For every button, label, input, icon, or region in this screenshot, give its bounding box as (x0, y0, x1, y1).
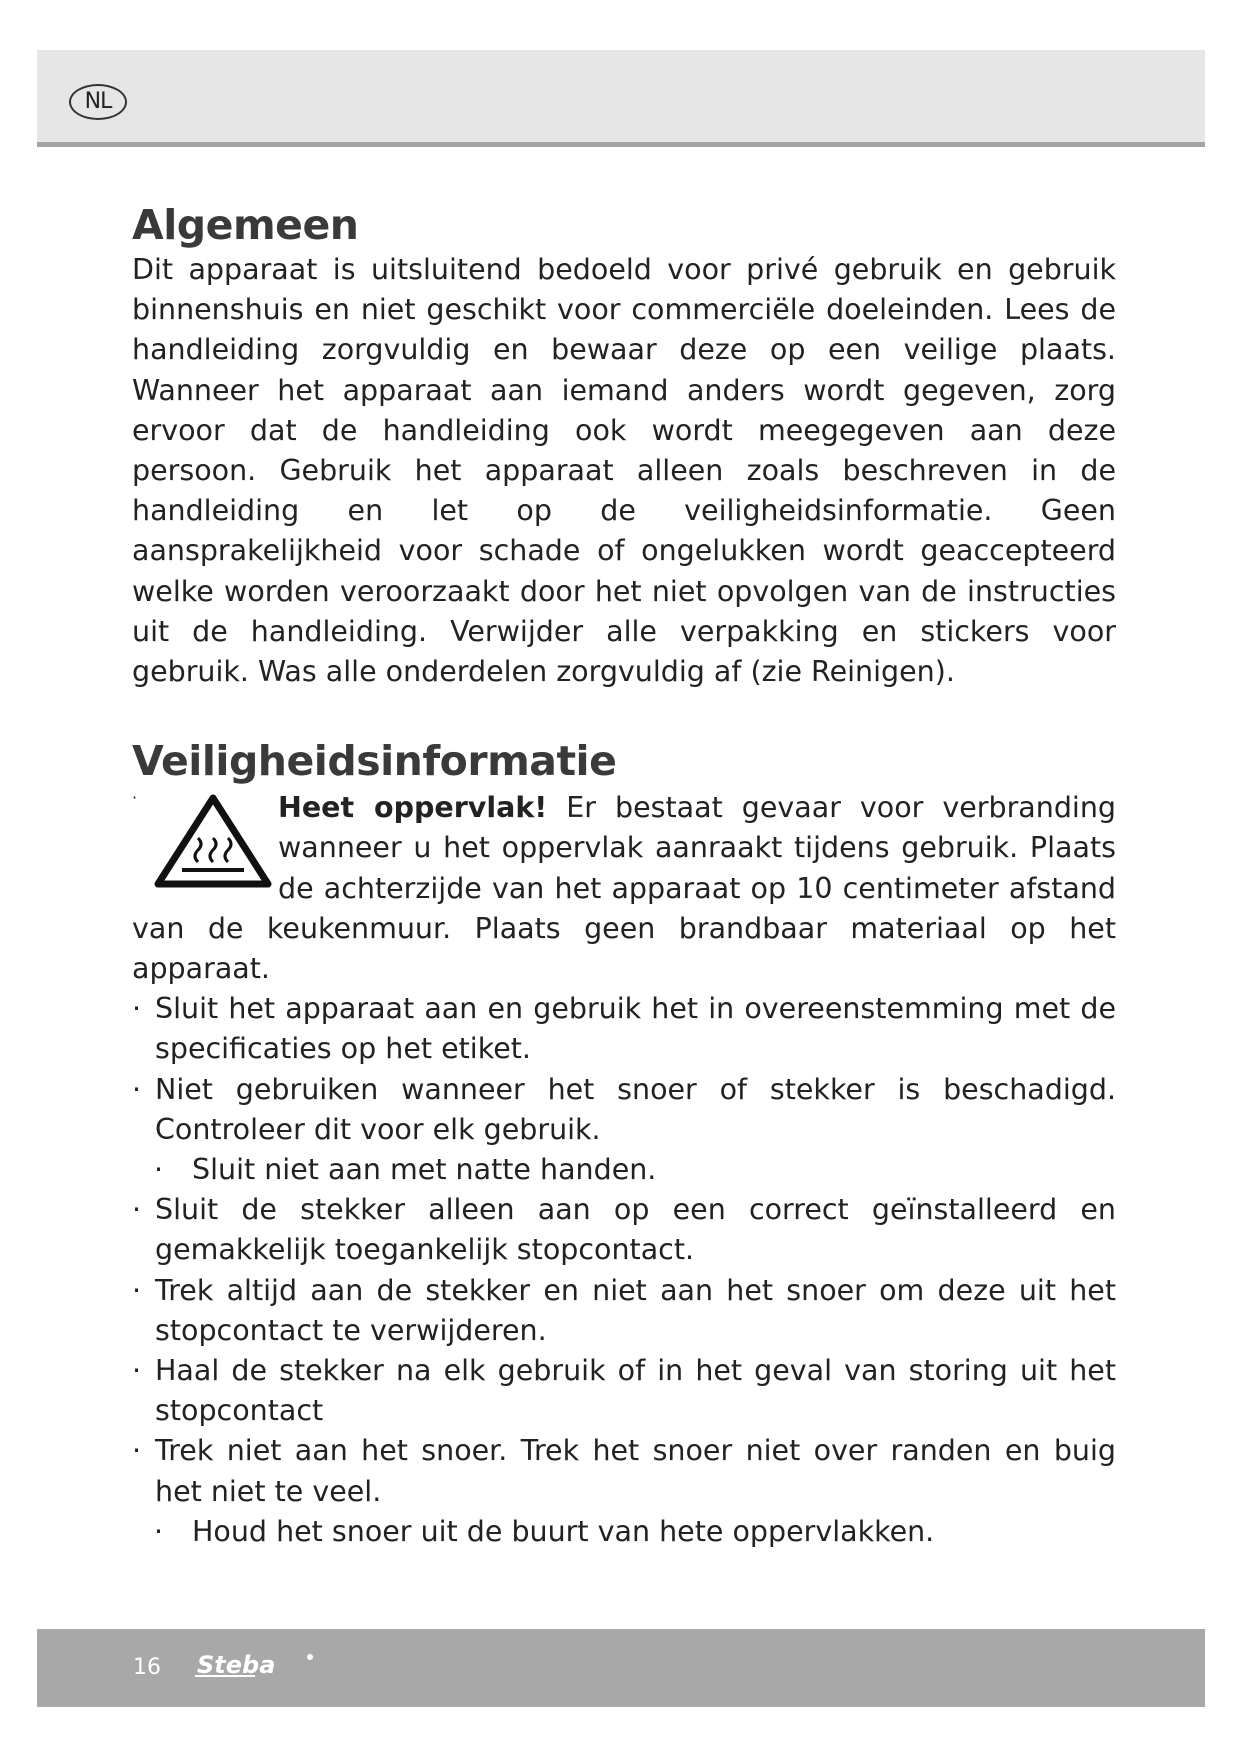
list-item: · Sluit de stekker alleen aan op een correct geïnstalleerd en gemakkelijk toegankelijk stopcontact. (132, 1190, 1116, 1270)
steba-logo (195, 1649, 315, 1683)
list-item: · Niet gebruiken wanneer het snoer of stekker is beschadigd. Controleer dit voor elk gebruik. (132, 1070, 1116, 1150)
section-title-general: Algemeen (132, 201, 359, 249)
safety-list (132, 989, 1116, 1552)
warning-body: Er bestaat gevaar voor verbranding wanneer u het oppervlak aanraakt tijdens gebruik. Plaats de achterzijde van het apparaat op 10 centimeter afstand van de keukenmuur. Plaats geen brandbaar materiaal op het apparaat. (132, 791, 1116, 986)
general-paragraph: Dit apparaat is uitsluitend bedoeld voor privé gebruik en gebruik binnenshuis en niet geschikt voor commerciële doeleinden. Lees de handleiding zorgvuldig en bewaar deze op een veilige plaats. Wanneer het apparaat aan iemand anders wordt gegeven, zorg ervoor dat de handleiding ook wordt meegegeven aan deze persoon. Gebruik het apparaat alleen zoals beschreven in de handleiding en let op de veiligheidsinformatie. Geen aansprakelijkheid voor schade of ongelukken wordt geaccepteerd welke worden veroorzaakt door het niet opvolgen van de instructies uit de handleiding. Verwijder alle verpakking en stickers voor gebruik. Was alle onderdelen zorgvuldig af (zie Reinigen). (132, 253, 1116, 689)
list-item: · Trek altijd aan de stekker en niet aan het snoer om deze uit het stopcontact te verwijderen. (132, 1271, 1116, 1351)
list-item: · Haal de stekker na elk gebruik of in het geval van storing uit het stopcontact (132, 1351, 1116, 1431)
safety-section (132, 736, 1116, 1552)
list-item: · Trek niet aan het snoer. Trek het snoer niet over randen en buig het niet te veel. (132, 1431, 1116, 1511)
bullet: · (132, 788, 138, 808)
brand-text: Steba (197, 1651, 276, 1679)
warning-label: Heet oppervlak! (278, 791, 548, 825)
page-number: 16 (133, 1655, 161, 1680)
language-badge: NL (69, 84, 127, 120)
page-footer (37, 1629, 1205, 1707)
list-item: · Sluit niet aan met natte handen. (132, 1150, 1116, 1190)
main-content (132, 200, 1116, 1552)
list-item: · Sluit het apparaat aan en gebruik het in overeenstemming met de specificaties op het etiket. (132, 989, 1116, 1069)
hot-surface-warning (132, 788, 1116, 989)
list-item: · Houd het snoer uit de buurt van hete oppervlakken. (132, 1512, 1116, 1552)
page-header (37, 50, 1205, 147)
warning-text (132, 788, 1116, 989)
hot-surface-warning-icon (152, 792, 274, 890)
section-title-safety: Veiligheidsinformatie (132, 737, 617, 786)
